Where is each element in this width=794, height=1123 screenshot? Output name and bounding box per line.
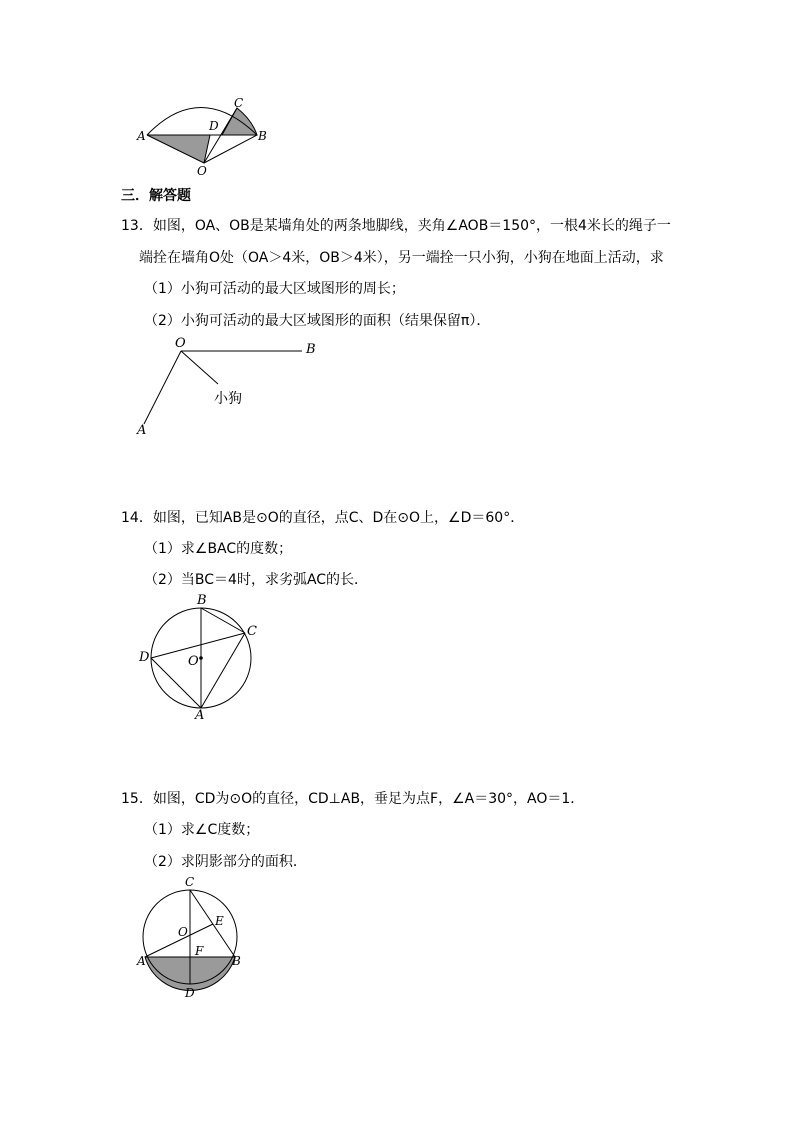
label-A: A xyxy=(137,129,146,143)
shaded-triangle xyxy=(147,135,210,163)
figure-q15 xyxy=(0,870,794,1005)
angle-diagram xyxy=(0,330,794,450)
figure-q14 xyxy=(0,590,794,730)
label-dog: 小狗 xyxy=(214,391,242,407)
q15-subquestion-2: （2）求阴影部分的面积． xyxy=(144,854,307,870)
chord-BC xyxy=(201,608,245,633)
label-A: A xyxy=(137,423,147,438)
rope-line xyxy=(181,351,218,384)
label-O: O xyxy=(175,336,186,351)
figure-top xyxy=(0,0,794,190)
label-C: C xyxy=(234,96,244,110)
center-point xyxy=(199,656,203,660)
label-O: O xyxy=(188,654,199,669)
label-D: D xyxy=(209,119,219,133)
ray-OA xyxy=(144,351,181,424)
figure-q13 xyxy=(0,330,794,450)
label-A: A xyxy=(195,708,205,723)
q15-line1: 15．如图，CD为⊙O的直径，CD⊥AB，垂足为点F，∠A＝30°，AO＝1． xyxy=(121,791,585,807)
q15-subquestion-1: （1）求∠C度数； xyxy=(144,822,260,838)
q13-line1: 13．如图，OA、OB是某墙角处的两条地脚线，夹角∠AOB＝150°，一根4米长的绳子一 xyxy=(121,218,671,234)
q14-subquestion-1: （1）求∠BAC的度数； xyxy=(144,541,293,557)
label-B: B xyxy=(232,954,241,968)
label-B: B xyxy=(258,129,267,143)
section-heading: 三．解答题 xyxy=(121,188,191,204)
q14-line1: 14．如图，已知AB是⊙O的直径，点C、D在⊙O上，∠D＝60°． xyxy=(121,510,525,526)
chord-CA xyxy=(201,633,245,708)
label-D: D xyxy=(185,986,195,1000)
label-O: O xyxy=(178,925,188,939)
shaded-segment xyxy=(222,108,257,135)
label-B: B xyxy=(306,342,316,357)
label-C: C xyxy=(247,624,257,639)
q13-line2: 端拴在墙角O处（OA＞4米，OB＞4米），另一端拴一只小狗，小狗在地面上活动，求 xyxy=(139,250,664,266)
q14-subquestion-2: （2）当BC＝4时，求劣弧AC的长． xyxy=(144,572,369,588)
q13-subquestion-2: （2）小狗可活动的最大区域图形的面积（结果保留π）． xyxy=(144,313,491,329)
label-C: C xyxy=(185,875,195,889)
label-O: O xyxy=(197,164,207,178)
label-E: E xyxy=(215,914,224,928)
label-D: D xyxy=(139,650,150,665)
label-F: F xyxy=(195,944,204,958)
circle-diagram xyxy=(0,870,794,1005)
sector-diagram xyxy=(0,0,794,190)
label-B: B xyxy=(197,593,207,608)
q13-subquestion-1: （1）小狗可活动的最大区域图形的周长； xyxy=(144,281,405,297)
label-A: A xyxy=(137,954,146,968)
circle-diagram xyxy=(0,590,794,730)
